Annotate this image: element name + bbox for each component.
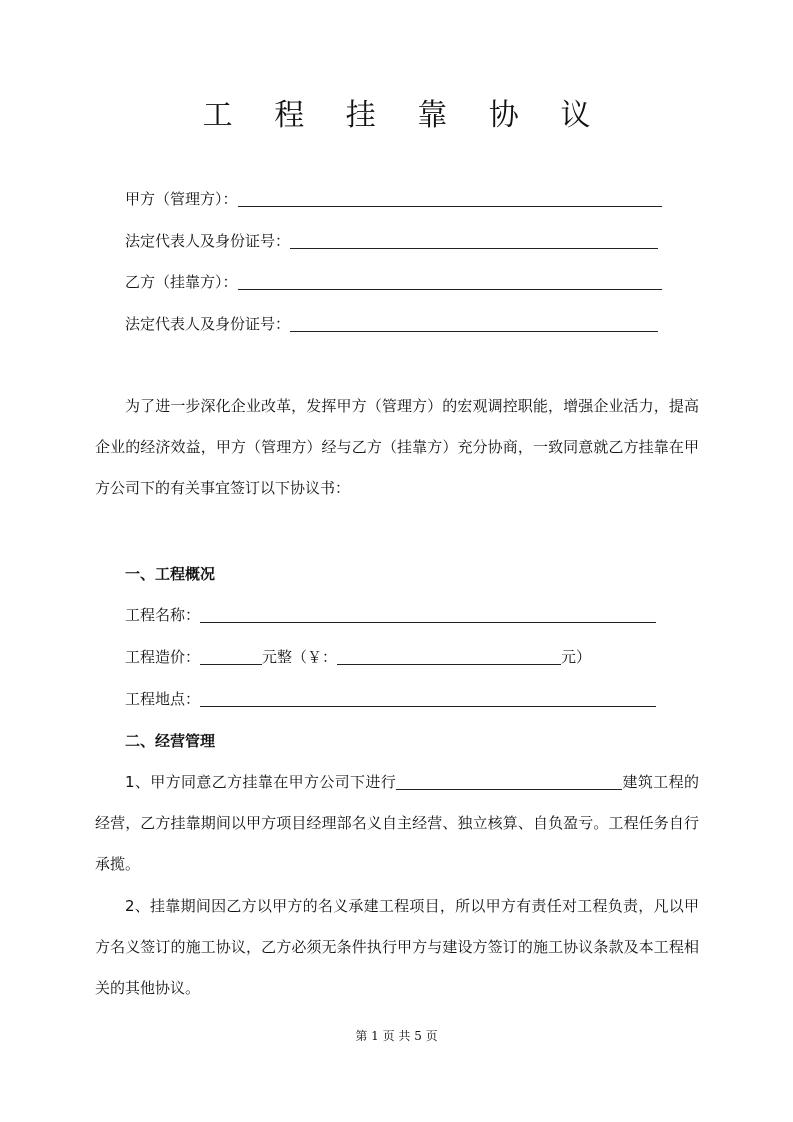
party-a-line [125, 189, 662, 209]
party-b-blank[interactable] [238, 273, 662, 290]
project-cost-line [125, 647, 591, 667]
section1-heading: 一、工程概况 [125, 565, 216, 583]
clause1-paragraph [95, 762, 699, 885]
intro-paragraph: 为了进一步深化企业改革，发挥甲方（管理方）的宏观调控职能，增强企业活力，提高企业的经济效益，甲方（管理方）经与乙方（挂靠方）充分协商，一致同意就乙方挂靠在甲方公司下的有关事宜签订以下协议书： [95, 397, 699, 497]
project-name-blank[interactable] [200, 606, 656, 623]
clause1-start: 1、甲方同意乙方挂靠在甲方公司下进行 [125, 773, 397, 791]
project-location-label: 工程地点： [125, 690, 201, 708]
party-b-rep-blank[interactable] [290, 315, 658, 332]
party-a-blank[interactable] [238, 190, 662, 207]
party-a-rep-line [125, 231, 658, 251]
party-a-label: 甲方（管理方）： [125, 190, 238, 208]
party-b-rep-line [125, 314, 658, 334]
project-cost-label: 工程造价： [125, 648, 201, 666]
project-cost-end: 元） [561, 648, 592, 666]
document-title: 工 程 挂 靠 协 议 [202, 98, 607, 133]
project-cost-mid: 元整（￥： [262, 648, 338, 666]
clause1-blank[interactable] [396, 773, 622, 790]
party-b-rep-label: 法定代表人及身份证号： [125, 315, 291, 333]
section2-heading: 二、经营管理 [125, 732, 216, 750]
party-b-line [125, 272, 662, 292]
party-b-label: 乙方（挂靠方）： [125, 273, 238, 291]
party-a-rep-label: 法定代表人及身份证号： [125, 232, 291, 250]
project-location-blank[interactable] [200, 690, 656, 707]
party-a-rep-blank[interactable] [290, 232, 658, 249]
project-name-label: 工程名称： [125, 606, 201, 624]
page-footer: 第 1 页 共 5 页 [355, 1029, 438, 1043]
clause1-end: 建筑工程的经营，乙方挂靠期间以甲方项目经理部名义自主经营、独立核算、自负盈亏。工程任务自行承揽。 [95, 773, 699, 873]
project-name-line [125, 605, 656, 625]
project-location-line [125, 689, 656, 709]
project-cost-words-blank[interactable] [200, 648, 262, 665]
project-cost-figure-blank[interactable] [337, 648, 561, 665]
clause2-paragraph: 2、挂靠期间因乙方以甲方的名义承建工程项目，所以甲方有责任对工程负责，凡以甲方名义签订的施工协议，乙方必须无条件执行甲方与建设方签订的施工协议条款及本工程相关的其他协议。 [95, 897, 699, 997]
